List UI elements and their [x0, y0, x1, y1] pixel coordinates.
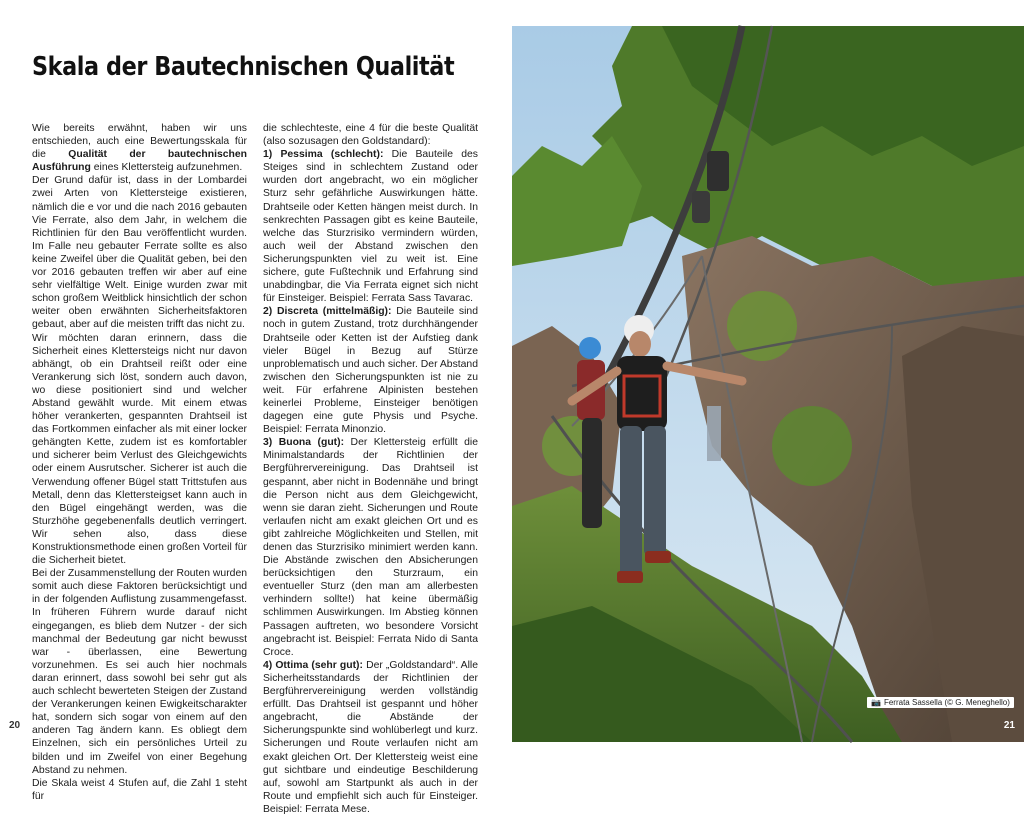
left-page: [0, 0, 512, 815]
text-run: Der Grund dafür ist, dass in der Lombardei zwei Arten von Klettersteige existieren, nämlich die e vor und die nach 2016 gebauten Vie Ferrate, also dem Jahr, in welchem die Richtlinien für den Bau veröffentlicht wurden. Im Falle neu gebauter Ferrate sollte es also keine Zweifel über die Qualität geben, bei den vor 2016 gebauten treffen wir aber auf eine sehr vielfältige Welt. Einige wurden zwar mit schon großem Weitblick hinsichtlich der schon weiter oben erwähnten Sicherheitsfaktoren gebaut, aber auf die meisten trifft das nicht zu.: [32, 175, 247, 331]
text-column-2: [263, 122, 479, 815]
text-run: Die Bauteile des Steiges sind in schlechtem Zustand oder wurden dort angebracht, wo ein möglicher Sturz sehr gefährliche Auswirkungen hätte. Drahtseile oder Ketten hängen meist durch. In senkrechten Passagen gibt es keine Bauteile, welche das Sturzrisiko vermindern würden, auch weil der Abstand zwischen den Sicherungspunkten viel zu weit ist. Eine sichere, gute Fußtechnik und Erfahrung sind unabdingbar, die Via Ferrata eignet sich nicht für Einsteiger. Beispiel: Ferrata Sass Tavarac.: [263, 149, 478, 305]
text-run: Der „Goldstandard“. Alle Sicherheitsstandards der Richtlinien der Bergführervereinigung werden vollständig erfüllt. Das Drahtseil ist gespannt und höher angebracht, die Abstände der Sicherungspunkte sind wohlüberlegt und kurz. Sicherungen und Route verlaufen nicht am exakt gleichen Ort. Der Klettersteig weist eine gut sichtbare und eindeutige Beschilderung auf, sowohl am Startpunkt als auch in der Route und empfiehlt sich auch für Einsteiger. Beispiel: Ferrata Mese.: [263, 659, 478, 815]
paragraph: [263, 305, 478, 436]
bold-text: 3) Buona (gut):: [263, 437, 345, 449]
page-number-left: 20: [9, 720, 21, 731]
paragraph: [263, 436, 478, 659]
right-page: [512, 0, 1024, 768]
text-run: Wir möchten daran erinnern, dass die Sicherheit eines Klettersteigs nicht nur davon abhängt, ob ein Drahtseil reißt oder eine Verankerung sich löst, sondern auch davon, wo diese positioniert sind und welcher Abstand gewählt wurde. Mit einem etwas höher verankerten, gespannten Drahtseil ist das Fortkommen einfacher als mit einer locker gehängten Kette, zudem ist es komfortabler und sicherer beim Verlust des Gleichgewichts oder einem Ausrutscher. Sicherer ist auch die Verwendung offener Bügel statt Trittstufen aus Metall, denn das Klettersteigset kann auch in den Bügel eingehängt werden, was die Sturzhöhe gegebenenfalls deutlich verringert. Wir sehen also, dass diese Konstruktionsmethode einen großen Vorteil für die Sicherheit bietet.: [32, 332, 247, 567]
text-run: die schlechteste, eine 4 für die beste Qualität (also sozusagen den Goldstandard):: [263, 123, 478, 148]
photo-via-ferrata-bridge: [512, 26, 1024, 742]
paragraph: [32, 567, 247, 777]
paragraph: [32, 174, 247, 331]
paragraph: [263, 148, 478, 305]
text-run: Der Klettersteig erfüllt die Minimalstandards der Richtlinien der Bergführervereinigung. Das Drahtseil ist gespannt, aber nicht in Bodennähe und bringt die Person nicht aus dem Gleichgewicht, wenn sie daran zieht. Sicherungen und Route verlaufen nicht am exakt gleichen Ort und es gibt zahlreiche Möglichkeiten und Stellen, mit denen das Sturzrisiko minimiert werden kann. Die Abstände zwischen den Absicherungen berücksichtigen den Sturzraum, ein eventueller Sturz (den man am allerbesten verhindern sollte!) hat keine übermäßig schlimmen Auswirkungen. Im Abstieg können Passagen auftreten, wo besondere Vorsicht angebracht ist. Beispiel: Ferrata Nido di Santa Croce.: [263, 437, 479, 658]
bold-text: 2) Discreta (mittelmäßig):: [263, 306, 392, 318]
text-run: Die Skala weist 4 Stufen auf, die Zahl 1 steht für: [32, 777, 247, 802]
text-run: Die Bauteile sind noch in gutem Zustand, trotz durchhängender Drahtseile oder Ketten ist der Aufstieg dank vieler Bügel in Bezug auf Stürze unproblematisch und auch sicher. Der Abstand zwischen den Sicherungspunkten ist nie zu weit. Für erfahrene Alpinisten bestehen keinerlei Probleme, Einsteiger benötigen dagegen eine gute Physis und Psyche. Beispiel: Ferrata Minonzio.: [263, 306, 478, 436]
page-title: Skala der Bautechnischen Qualität: [32, 52, 455, 82]
text-run: eines Klettersteig aufzunehmen.: [90, 162, 243, 174]
camera-icon: 📷: [871, 698, 881, 707]
page-number-right: 21: [1003, 720, 1015, 731]
paragraph: [32, 332, 247, 568]
text-column-1: [32, 122, 247, 802]
paragraph: [32, 122, 247, 174]
text-run: Wie bereits erwähnt, haben wir uns entschieden, auch eine Bewertungsskala für die: [32, 123, 247, 161]
bold-text: 1) Pessima (schlecht):: [263, 149, 384, 161]
bold-text: 4) Ottima (sehr gut):: [263, 659, 363, 671]
paragraph: [263, 122, 478, 148]
paragraph: [263, 659, 478, 816]
paragraph: [32, 777, 247, 803]
text-run: Bei der Zusammenstellung der Routen wurden somit auch diese Faktoren berücksichtigt und in der folgenden Auflistung zusammengefasst. In früheren Führern wurde darauf nicht eingegangen, es blieb dem Nutzer - der sich manchmal der Bedeutung gar nicht bewusst war - überlassen, eine Bewertung vorzunehmen. Es sei auch hier nochmals daran erinnert, dass sowohl bei sehr gut als auch schlecht bewerteten Steigen der Zustand der Verankerungen keinen Ewigkeitscharakter hat, sondern sich sogar von einem auf den anderen Tag ändern kann. Es obliegt dem Einzelnen, sich ein persönliches Urteil zu bilden und im Zweifel von einer Begehung Abstand zu nehmen.: [32, 568, 247, 776]
bold-text: Qualität der bautechnischen Ausführung: [32, 149, 247, 174]
photo-caption: 📷 Ferrata Sassella (© G. Meneghello): [867, 697, 1014, 708]
